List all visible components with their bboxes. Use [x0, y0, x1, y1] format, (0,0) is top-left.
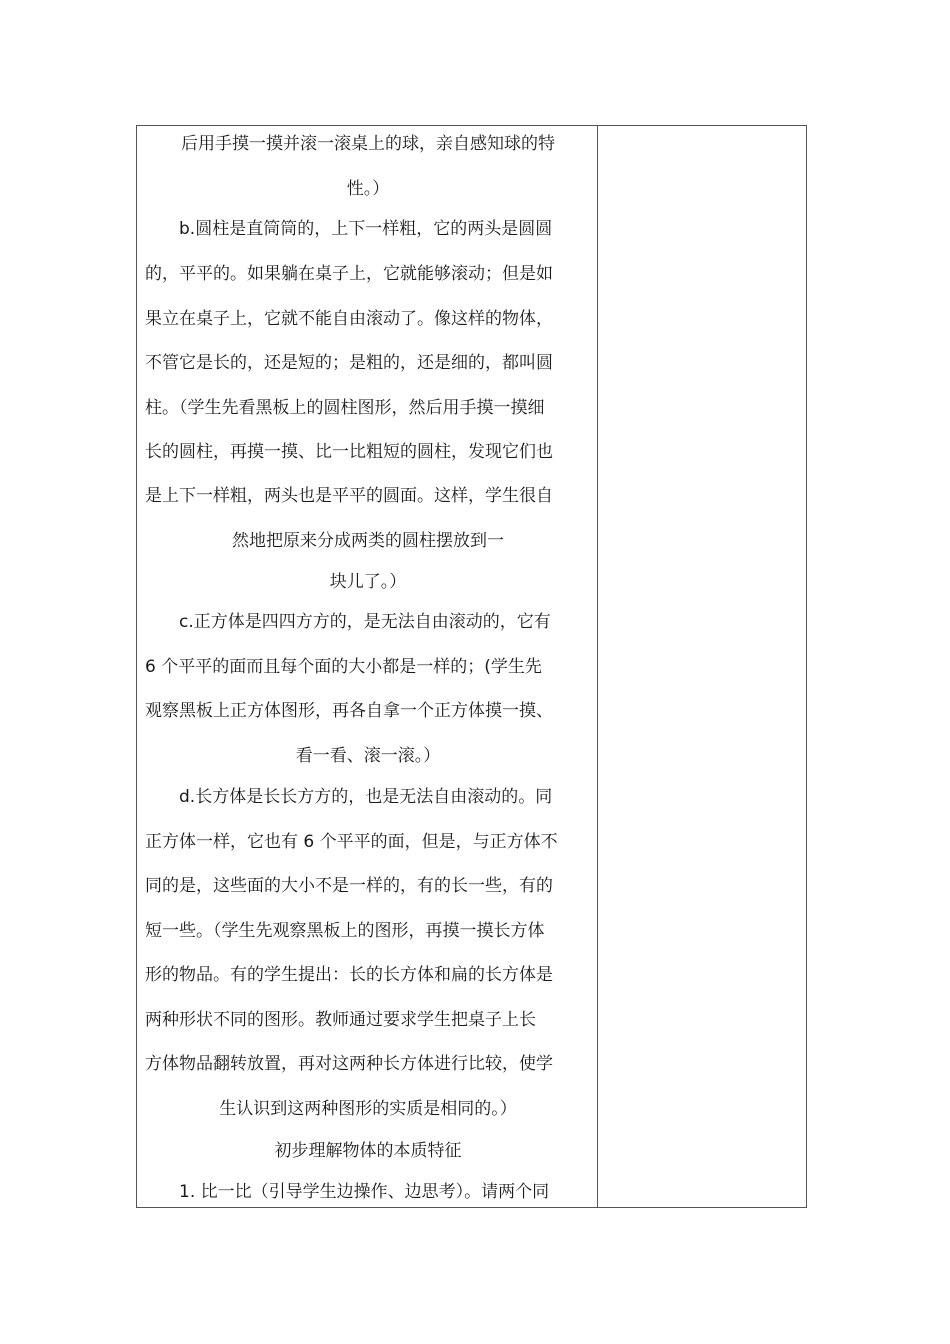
text-line: 形的物品。有的学生提出：长的长方体和扁的长方体是 [145, 965, 553, 985]
text-line: 块儿了。） [329, 572, 407, 592]
text-line: 后用手摸一摸并滚一滚桌上的球，亲自感知球的特 [181, 134, 555, 154]
text-line: 的，平平的。如果躺在桌子上，它就能够滚动；但是如 [145, 264, 553, 284]
text-line: 1. 比一比（引导学生边操作、边思考）。请两个同 [179, 1182, 550, 1202]
text-line: 正方体一样，它也有 6 个平平的面，但是，与正方体不 [145, 832, 558, 852]
text-line: d.长方体是长长方方的，也是无法自由滚动的。同 [179, 787, 553, 807]
section-heading: 初步理解物体的本质特征 [274, 1141, 462, 1161]
text-line: 两种形状不同的图形。教师通过要求学生把桌子上长 [145, 1010, 536, 1030]
notes-cell [598, 126, 806, 1207]
text-line: 看一看、滚一滚。） [295, 746, 441, 766]
text-line: 6 个平平的面而且每个面的大小都是一样的；(学生先 [145, 657, 542, 677]
lesson-table [136, 125, 807, 1208]
text-line: 同的是，这些面的大小不是一样的，有的长一些，有的 [145, 876, 553, 896]
text-line: b.圆柱是直筒筒的，上下一样粗，它的两头是圆圆 [179, 219, 553, 239]
text-line: 观察黑板上正方体图形，再各自拿一个正方体摸一摸、 [145, 701, 553, 721]
text-line: 是上下一样粗，两头也是平平的圆面。这样，学生很自 [145, 486, 553, 506]
text-line: 不管它是长的，还是短的；是粗的，还是细的，都叫圆 [145, 353, 553, 373]
text-line: 生认识到这两种图形的实质是相同的。） [219, 1099, 517, 1119]
text-line: c.正方体是四四方方的，是无法自由滚动的，它有 [179, 612, 551, 632]
text-line: 短一些。（学生先观察黑板上的图形，再摸一摸长方体 [145, 921, 545, 941]
lesson-content-cell [145, 126, 591, 1207]
text-line: 柱。（学生先看黑板上的圆柱图形，然后用手摸一摸细 [145, 398, 545, 418]
text-line: 性。） [346, 179, 390, 199]
text-line: 长的圆柱，再摸一摸、比一比粗短的圆柱，发现它们也 [145, 442, 553, 462]
text-line: 然地把原来分成两类的圆柱摆放到一 [232, 531, 504, 551]
text-line: 方体物品翻转放置，再对这两种长方体进行比较，使学 [145, 1054, 553, 1074]
text-line: 果立在桌子上，它就不能自由滚动了。像这样的物体， [145, 309, 553, 329]
